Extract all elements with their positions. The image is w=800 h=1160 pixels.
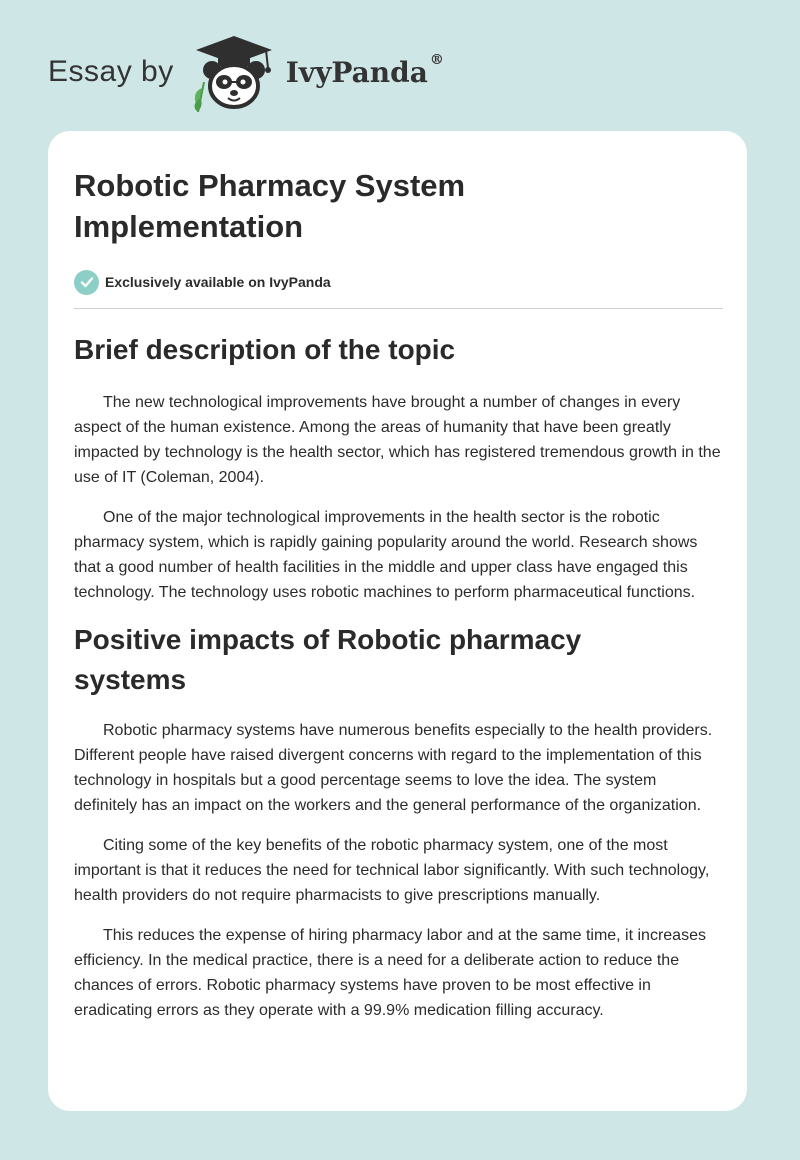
divider — [74, 308, 723, 309]
section-heading-brief-description: Brief description of the topic — [74, 334, 456, 365]
article-content — [74, 165, 723, 1038]
paragraph: The new technological improvements have brought a number of changes in every aspect of the human existence. Among the areas of humanity that have been greatly impacted by technology is the health sector, which has registered tremendous growth in the use of IT (Coleman, 2004). — [74, 394, 721, 486]
essay-by-label: Essay by — [48, 55, 174, 88]
article-title-line2: Implementation — [74, 209, 304, 244]
exclusive-label: Exclusively available on IvyPanda — [105, 274, 331, 290]
panda-logo-icon[interactable] — [188, 32, 280, 112]
section-heading-positive-impacts — [74, 620, 723, 700]
registered-mark: ® — [429, 51, 444, 68]
brand-name[interactable] — [285, 51, 444, 89]
brand-text: IvyPanda — [285, 55, 428, 89]
exclusive-badge — [74, 269, 723, 295]
paragraph: Robotic pharmacy systems have numerous benefits especially to the health providers. Different people have raised divergent concerns with regard to the implementation of this technology in hospitals but a good percentage seems to love the idea. The system definitely has an impact on the workers and the general performance of the organization. — [74, 722, 713, 814]
article-title-line1: Robotic Pharmacy System — [74, 168, 466, 203]
paragraph: One of the major technological improvements in the health sector is the robotic pharmacy system, which is rapidly gaining popularity around the world. Research shows that a good number of health facilities in the middle and upper class have engaged this technology. The technology uses robotic machines to perform pharmaceutical functions. — [74, 509, 698, 601]
site-header — [48, 32, 444, 112]
checkmark-icon — [74, 270, 99, 295]
article-title — [74, 165, 723, 247]
paragraph: Citing some of the key benefits of the robotic pharmacy system, one of the most important is that it reduces the need for technical labor significantly. With such technology, health providers do not require pharmacists to give prescriptions manually. — [74, 837, 710, 904]
section-heading-line2: systems — [74, 664, 187, 695]
section-heading-line1: Positive impacts of Robotic pharmacy — [74, 624, 582, 655]
paragraph: This reduces the expense of hiring pharmacy labor and at the same time, it increases efficiency. In the medical practice, there is a need for a deliberate action to reduce the chances of errors. Robotic pharmacy systems have proven to be most effective in eradicating errors as they operate with a 99.9% medication filling accuracy. — [74, 927, 706, 1019]
article-card — [48, 131, 747, 1111]
